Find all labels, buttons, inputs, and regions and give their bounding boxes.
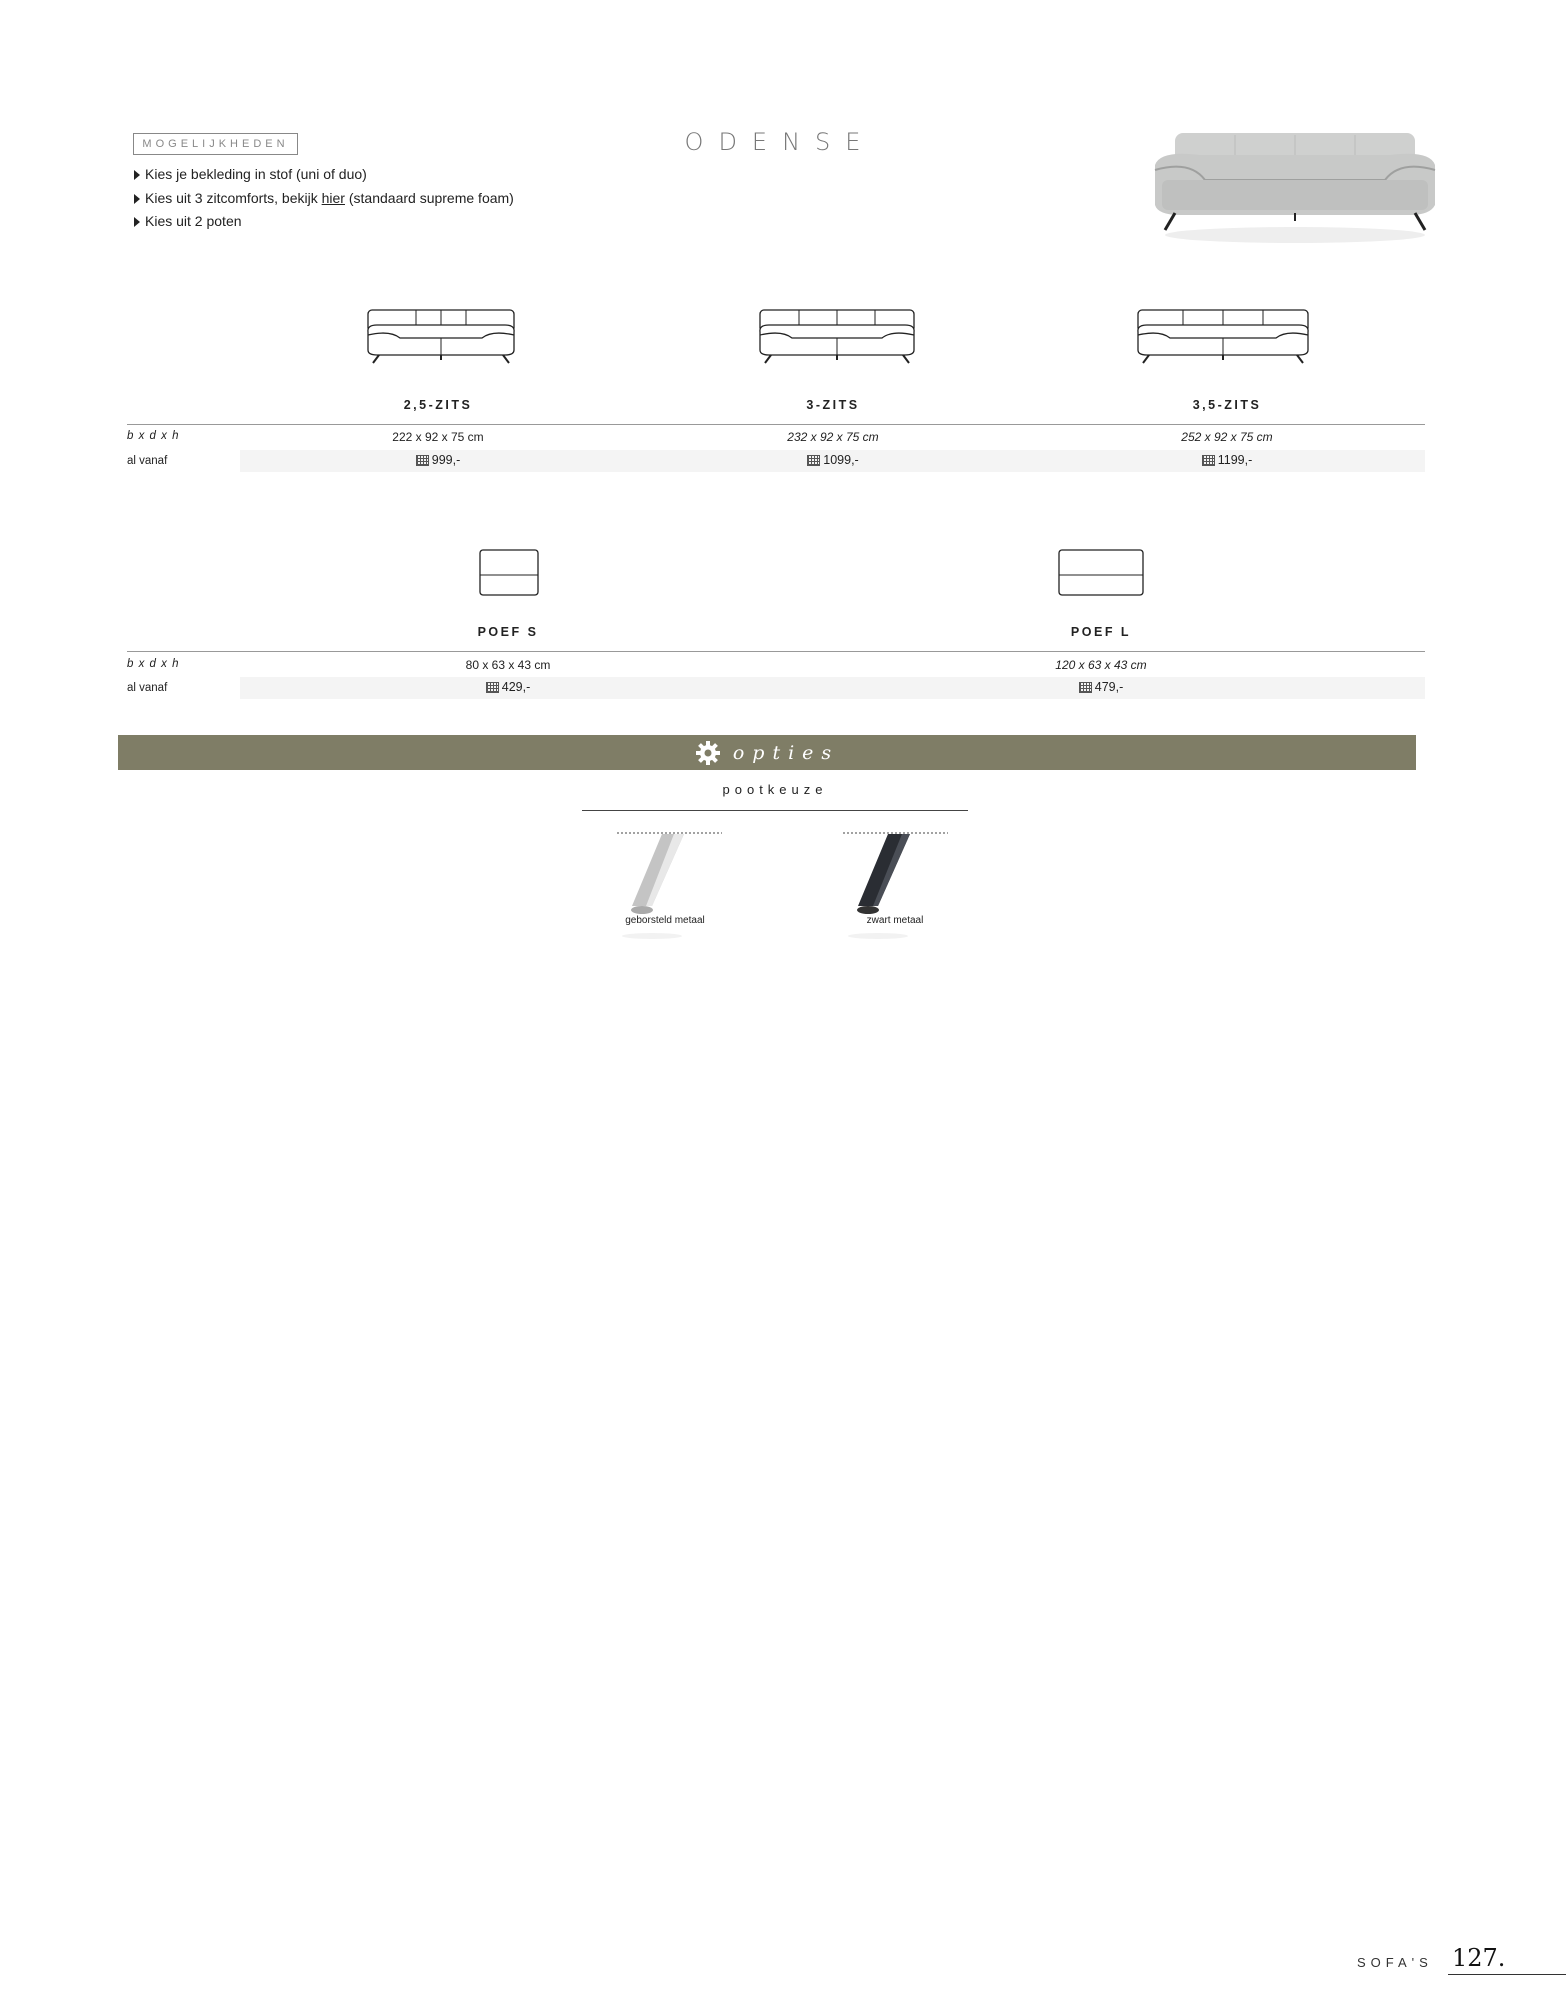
sofa-2-5-name: 2,5-ZITS — [403, 398, 473, 412]
sofa-3-5-name: 3,5-ZITS — [1192, 398, 1262, 412]
section-name: SOFA'S — [1357, 1955, 1433, 1970]
price-grid-icon — [486, 682, 499, 693]
section-badge: MOGELIJKHEDEN — [133, 133, 298, 155]
option-text: Kies uit 3 zitcomforts, bekijk — [145, 189, 322, 206]
price-grid-icon — [807, 455, 820, 466]
poef-l-name: POEF L — [1070, 625, 1132, 639]
leg-black-metal-label: zwart metaal — [866, 915, 924, 926]
table-divider — [127, 424, 1425, 425]
leg-choice-heading: pootkeuze — [722, 782, 828, 797]
option-item — [133, 187, 514, 211]
price-label: al vanaf — [127, 682, 168, 694]
price-row-bg — [240, 677, 1425, 699]
sofa-2-5-dims: 222 x 92 x 75 cm — [392, 430, 484, 444]
option-item: Kies je bekleding in stof (uni of duo) — [133, 163, 514, 187]
options-list — [133, 163, 514, 234]
sofa-3-5-drawing — [1135, 305, 1311, 367]
price-label: al vanaf — [127, 455, 168, 467]
sofa-3-price — [763, 453, 903, 467]
sofa-3-name: 3-ZITS — [806, 398, 860, 412]
price-value: 479,- — [1094, 680, 1124, 694]
comfort-link[interactable]: hier — [321, 189, 345, 206]
option-suffix: (standaard supreme foam) — [344, 189, 514, 206]
price-value: 999,- — [431, 453, 461, 467]
sofa-3-5-dims: 252 x 92 x 75 cm — [1181, 430, 1273, 444]
poef-s-drawing — [478, 548, 540, 598]
product-title: ODENSE — [684, 128, 876, 156]
sofa-3-drawing — [757, 305, 917, 367]
poef-l-dims: 120 x 63 x 43 cm — [1055, 658, 1147, 672]
price-value: 429,- — [501, 680, 531, 694]
sofa-2-5-drawing — [365, 305, 517, 367]
page-number: 127. — [1452, 1944, 1506, 1972]
poef-l-drawing — [1057, 548, 1145, 598]
sofa-3-dims: 232 x 92 x 75 cm — [787, 430, 879, 444]
table-divider — [127, 651, 1425, 652]
price-grid-icon — [1079, 682, 1092, 693]
poef-s-dims: 80 x 63 x 43 cm — [465, 658, 551, 672]
gear-icon — [695, 740, 721, 766]
poef-s-price — [438, 680, 578, 694]
price-grid-icon — [416, 455, 429, 466]
options-banner — [118, 735, 1416, 770]
poef-s-name: POEF S — [477, 625, 539, 639]
options-title: opties — [732, 741, 840, 764]
subhead-divider — [582, 810, 968, 811]
dim-label: b x d x h — [127, 430, 180, 442]
sofa-2-5-price — [368, 453, 508, 467]
dim-label: b x d x h — [127, 658, 180, 670]
price-value: 1199,- — [1217, 453, 1253, 467]
sofa-3-5-price — [1157, 453, 1297, 467]
sofa-photo — [1150, 125, 1440, 260]
poef-l-price — [1031, 680, 1171, 694]
option-item: Kies uit 2 poten — [133, 210, 514, 234]
footer-rule — [1448, 1974, 1566, 1975]
leg-brushed-metal-label: geborsteld metaal — [625, 915, 705, 926]
price-value: 1099,- — [823, 453, 859, 467]
price-grid-icon — [1202, 455, 1215, 466]
